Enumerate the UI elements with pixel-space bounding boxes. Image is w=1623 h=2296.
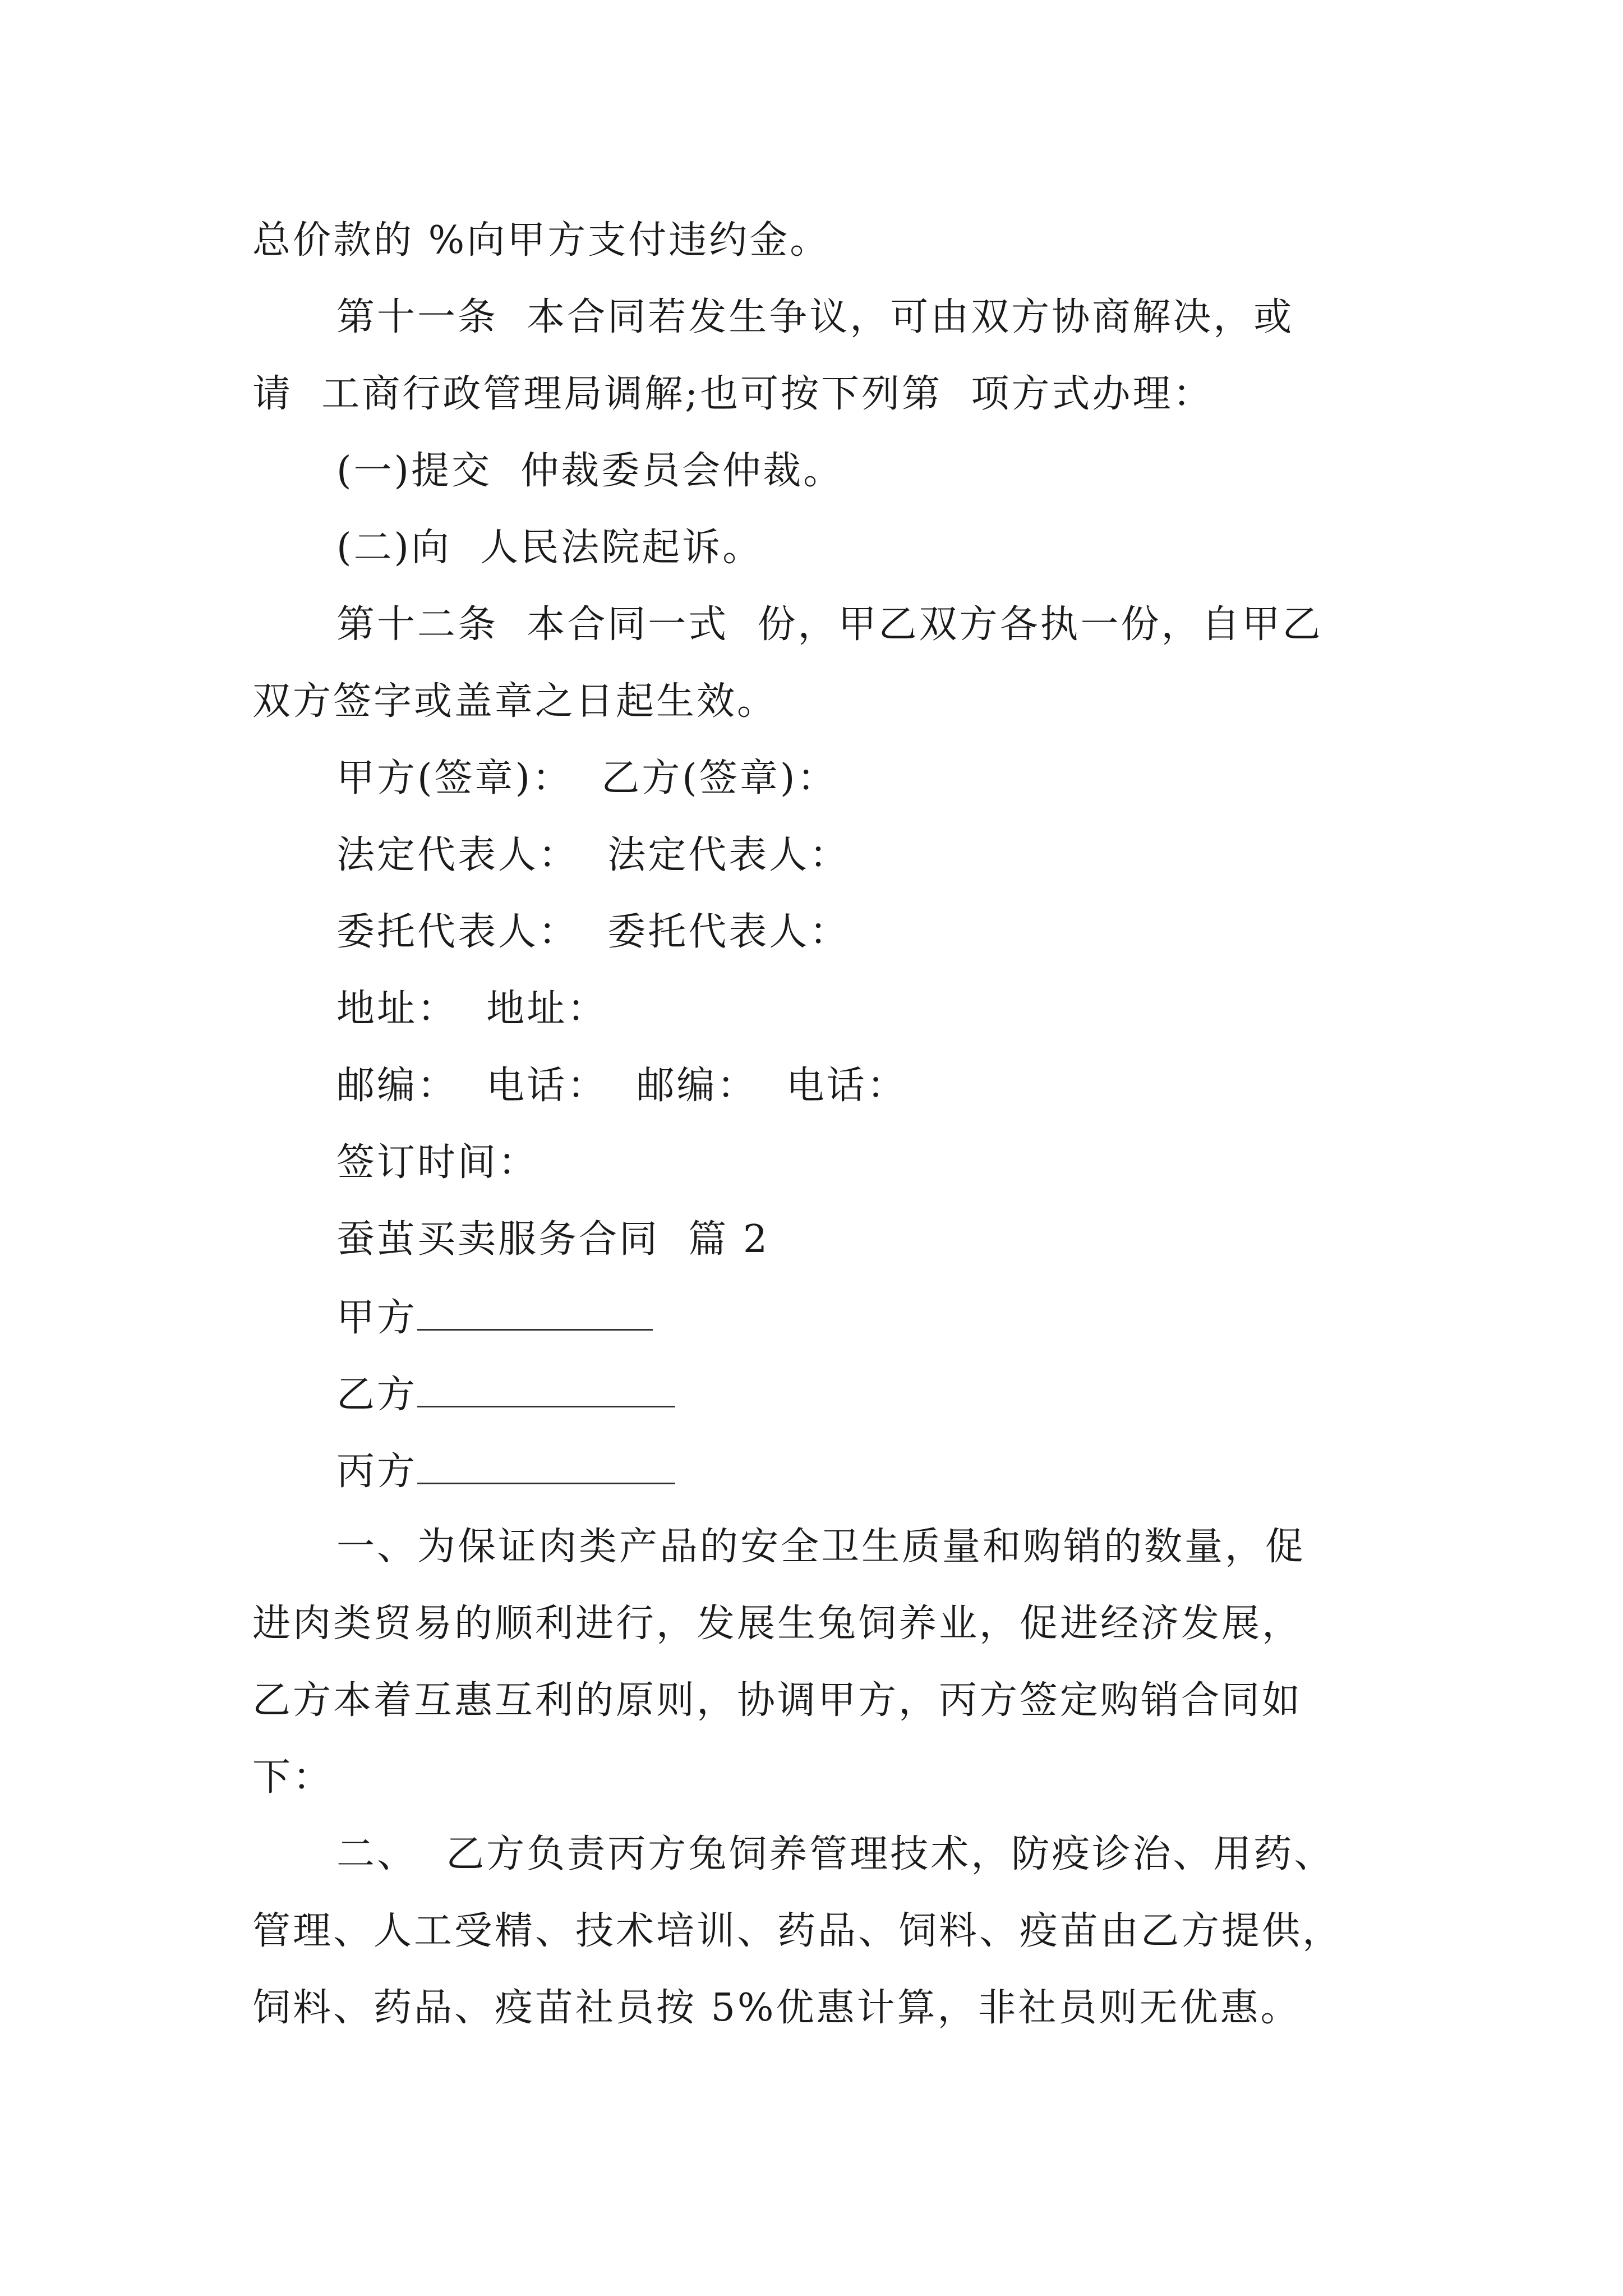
text-line-clause-2c: 饲料、药品、疫苗社员按 5%优惠计算，非社员则无优惠。 <box>252 1986 1301 2030</box>
party-a-label: 甲方 <box>336 1296 418 1340</box>
party-b-line <box>336 1373 675 1417</box>
party-a-line <box>336 1296 653 1340</box>
text-line-court: (二)向 人民法院起诉。 <box>336 526 763 570</box>
party-c-line <box>336 1450 675 1494</box>
text-line-agent: 委托代表人： 委托代表人： <box>336 910 850 954</box>
text-line-clause-1a: 一、为保证肉类产品的安全卫生质量和购销的数量，促 <box>336 1525 1306 1569</box>
text-line-article-11: 第十一条 本合同若发生争议，可由双方协商解决，或 <box>336 295 1294 339</box>
text-line-address: 地址： 地址： <box>336 987 608 1031</box>
party-c-label: 丙方 <box>336 1450 418 1494</box>
text-line-arbitration: (一)提交 仲裁委员会仲裁。 <box>336 449 844 493</box>
text-line-legal-rep: 法定代表人： 法定代表人： <box>336 833 850 877</box>
text-line-clause-2b: 管理、人工受精、技术培训、药品、饲料、疫苗由乙方提供， <box>252 1909 1343 1953</box>
text-line-article-12: 第十二条 本合同一式 份，甲乙双方各执一份，自甲乙 <box>336 602 1323 647</box>
party-b-label: 乙方 <box>336 1373 418 1417</box>
text-line-penalty: 总价款的 %向甲方支付违约金。 <box>252 218 831 263</box>
party-a-blank <box>417 1297 653 1331</box>
text-line-signatures: 甲方(签章)： 乙方(签章)： <box>336 756 838 800</box>
text-line-mediation: 请 工商行政管理局调解;也可按下列第 项方式办理： <box>252 372 1214 416</box>
text-line-effective: 双方签字或盖章之日起生效。 <box>252 679 778 724</box>
text-line-clause-1c: 乙方本着互惠互利的原则，协调甲方，丙方签定购销合同如 <box>252 1678 1303 1723</box>
text-line-clause-1b: 进肉类贸易的顺利进行，发展生兔饲养业，促进经济发展， <box>252 1602 1303 1646</box>
text-line-postcode-phone: 邮编： 电话： 邮编： 电话： <box>336 1064 907 1108</box>
text-line-clause-2a: 二、 乙方负责丙方兔饲养管理技术，防疫诊治、用药、 <box>336 1832 1335 1876</box>
text-line-clause-1d: 下： <box>252 1755 334 1800</box>
party-b-blank <box>417 1374 675 1407</box>
party-c-blank <box>417 1451 675 1484</box>
section-heading: 蚕茧买卖服务合同 篇 2 <box>336 1217 770 1262</box>
text-line-sign-date: 签订时间： <box>336 1140 539 1185</box>
